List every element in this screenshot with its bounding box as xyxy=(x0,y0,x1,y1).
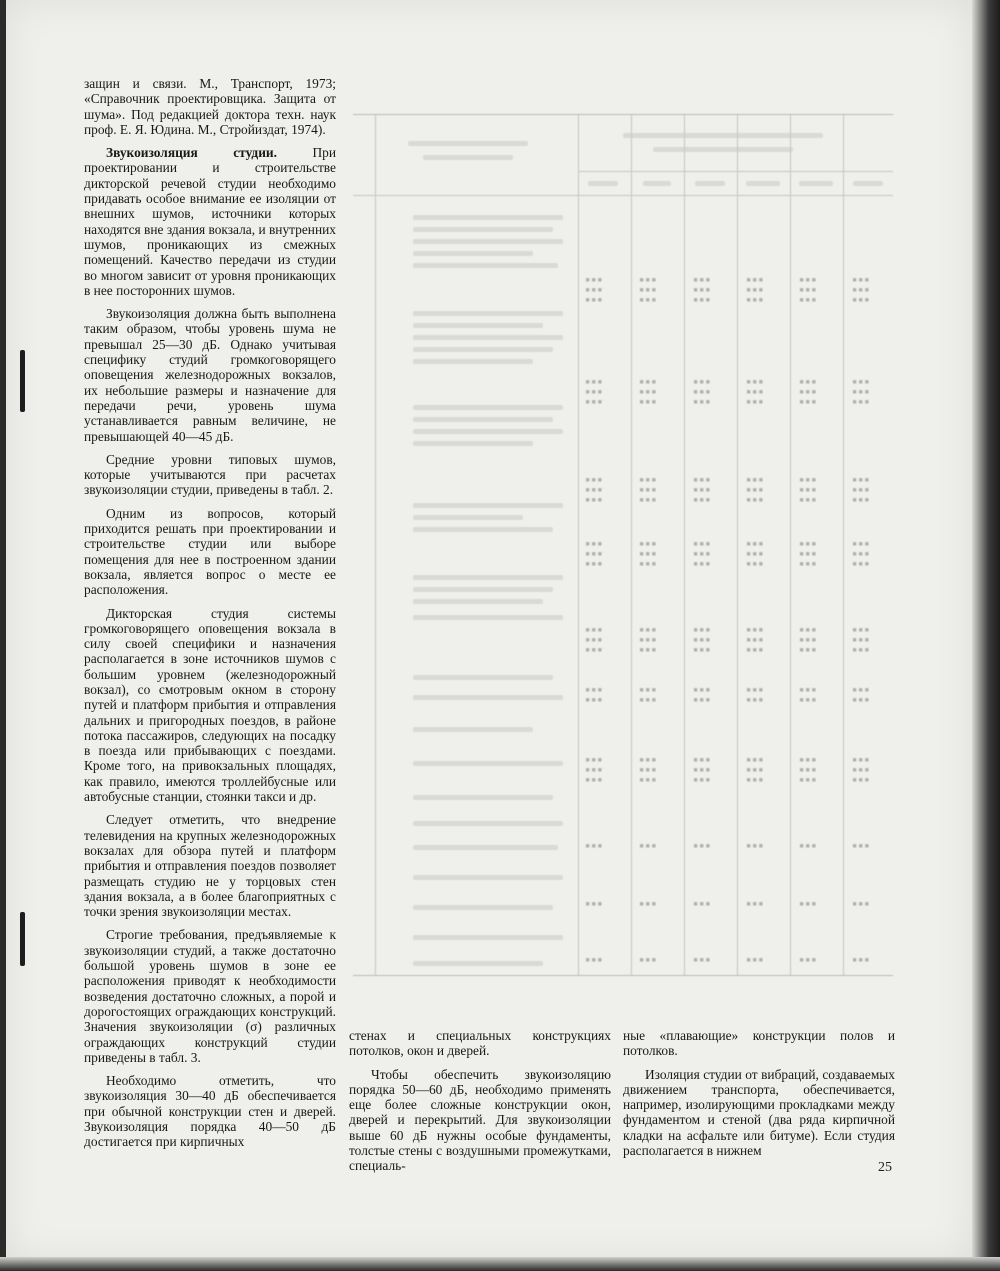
paragraph: Звукоизоляция должна быть выполнена таким образом, чтобы уровень шума не превышал 25—30 дБ. Однако учитывая специфику студий громкоговорящего оповещения железнодорожных вокзалов, их небольшие размеры и назначение для передачи речи, уровень шума устанавливается равным величине, не превышающей 40—45 дБ. xyxy=(84,306,336,444)
paragraph: Одним из вопросов, который приходится решать при проектировании и строительстве студии или выборе помещения для нее в построенном здании вокзала, является вопрос о месте ее расположения. xyxy=(84,505,336,598)
paragraph: Необходимо отметить, что звукоизоляция 30—40 дБ обеспечивается при обычной конструкции стен и дверей. Звукоизоляция порядка 40—50 дБ достигается при кирпичных xyxy=(84,1073,336,1150)
book-page xyxy=(6,0,972,1262)
paragraph: Строгие требования, предъявляемые к звукоизоляции студий, а также достаточно большой уровень шумов в зоне ее расположения приводят к необходимости возведения достаточно сложных, а порой и дорогостоящих ограждающих конструкций. Значения звукоизоляции (σ) различных ограждающих конструкций студии приведены в табл. 3. xyxy=(84,927,336,1065)
paragraph: ные «плавающие» конструкции полов и потолков. xyxy=(623,1028,895,1059)
paragraph: защин и связи. М., Транспорт, 1973; «Справочник проектировщика. Защита от шума». Под редакцией доктора техн. наук проф. Е. Я. Юдина. М., Стройиздат, 1974). xyxy=(84,76,336,137)
middle-text-column xyxy=(349,1028,611,1182)
paragraph: Следует отметить, что внедрение телевидения на крупных железнодорожных вокзалах для обзора путей и платформ прибытия и отправления поездов позволяет размещать студию не у торцовых стен здания вокзала, а в более благоприятных с точки зрения звукоизоляции местах. xyxy=(84,812,336,920)
margin-mark xyxy=(20,912,25,966)
paragraph-text: При проектировании и строительстве дикторской речевой студии необходимо придавать особое внимание ее изоляции от внешних шумов, источники которых находятся вне здания вокзала, и внутренних шумов, проникающих из смежных помещений. Качество передачи из студии во многом зависит от уровня проникающих в нее посторонних шумов. xyxy=(84,145,336,298)
left-text-column xyxy=(84,76,336,1158)
section-heading: Звукоизоляция студии. xyxy=(106,145,277,161)
paragraph: Чтобы обеспечить звукоизоляцию порядка 50—60 дБ, необходимо применять еще более сложные конструкции окон, дверей и перекрытий. Для звукоизоляции выше 60 дБ нужны особые фундаменты, толстые стены с воздушными промежутками, специаль- xyxy=(349,1066,611,1174)
paragraph: Средние уровни типовых шумов, которые учитываются при расчетах звукоизоляции студии, приведены в табл. 2. xyxy=(84,451,336,498)
paragraph: стенах и специальных конструкциях потолков, окон и дверей. xyxy=(349,1028,611,1059)
faded-table-3 xyxy=(353,92,893,992)
table-grid: ▪▪▪ ▪▪▪ ▪▪▪ ▪▪▪ ▪▪▪ ▪▪▪ ▪▪▪ ▪▪▪ ▪▪▪ ▪▪▪ ▪▪▪ ▪▪▪ ▪▪▪ ▪▪▪ ▪▪▪ ▪▪▪ ▪▪▪ ▪▪▪ ▪▪▪ ▪▪▪ ▪▪▪ ▪▪▪ ▪▪▪ ▪▪▪ ▪▪▪ ▪▪▪ ▪▪▪ ▪▪▪ ▪▪▪ ▪▪▪ ▪▪▪ ▪▪▪ ▪▪▪ ▪▪▪ ▪▪▪ ▪▪▪ ▪▪▪ ▪▪▪ ▪▪▪ ▪▪▪ ▪▪▪ ▪▪▪ ▪▪▪ ▪▪▪ ▪▪▪ ▪▪▪ ▪▪▪ ▪▪▪ ▪▪▪ ▪▪▪ ▪▪▪ ▪▪▪ ▪▪▪ ▪▪▪ ▪▪▪ ▪▪▪ ▪▪▪ ▪▪▪ ▪▪▪ ▪▪▪ ▪▪▪ ▪▪▪ ▪▪▪ ▪▪▪ ▪▪▪ ▪▪▪ ▪▪▪ ▪▪▪ ▪▪▪ ▪▪▪ ▪▪▪ ▪▪▪ ▪▪▪ ▪▪▪ ▪▪▪ ▪▪▪ ▪▪▪ ▪▪▪ ▪▪▪ ▪▪▪ ▪▪▪ ▪▪▪ ▪▪▪ ▪▪▪ ▪▪▪ ▪▪▪ ▪▪▪ ▪▪▪ ▪▪▪ ▪▪▪ ▪▪▪ ▪▪▪ ▪▪▪ ▪▪▪ ▪▪▪ ▪▪▪ ▪▪▪ ▪▪▪ ▪▪▪ ▪▪▪ ▪▪▪ ▪▪▪ ▪▪▪ ▪▪▪ ▪▪▪ ▪▪▪ ▪▪▪ ▪▪▪ ▪▪▪ ▪▪▪ ▪▪▪ ▪▪▪ ▪▪▪ ▪▪▪ ▪▪▪ ▪▪▪ ▪▪▪ ▪▪▪ ▪▪▪ ▪▪▪ ▪▪▪ ▪▪▪ ▪▪▪ ▪▪▪ ▪▪▪ ▪▪▪ ▪▪▪ ▪▪▪ ▪▪▪ ▪▪▪ ▪▪▪ ▪▪▪ ▪▪▪ ▪▪▪ ▪▪▪ ▪▪▪ ▪▪▪ ▪▪▪ xyxy=(353,114,893,976)
scan-bottom-shadow xyxy=(0,1257,1000,1271)
margin-mark xyxy=(20,350,25,412)
right-text-column xyxy=(623,1028,895,1166)
page-number: 25 xyxy=(878,1160,892,1175)
paragraph xyxy=(84,145,336,298)
paragraph: Изоляция студии от вибраций, создаваемых движением транспорта, обеспечивается, например, изолирующими прокладками между фундаментом и стеной (два ряда кирпичной кладки на асфальте или битуме). Если студия располагается в нижнем xyxy=(623,1066,895,1159)
paragraph: Дикторская студия системы громкоговорящего оповещения вокзала в силу своей специфики и назначения располагается в зоне источников шумов с большим уровнем (железнодорожный вокзал), со смотровым окном в сторону путей и платформ прибытия и отправления дальних и пригородных поездов, в районе потока пассажиров, следующих на посадку в поезда или прибывающих с поездами. Кроме того, на привокзальных площадях, как правило, имеются троллейбусные или автобусные станции, стоянки такси и др. xyxy=(84,605,336,805)
book-edge-shadow xyxy=(972,0,1000,1271)
